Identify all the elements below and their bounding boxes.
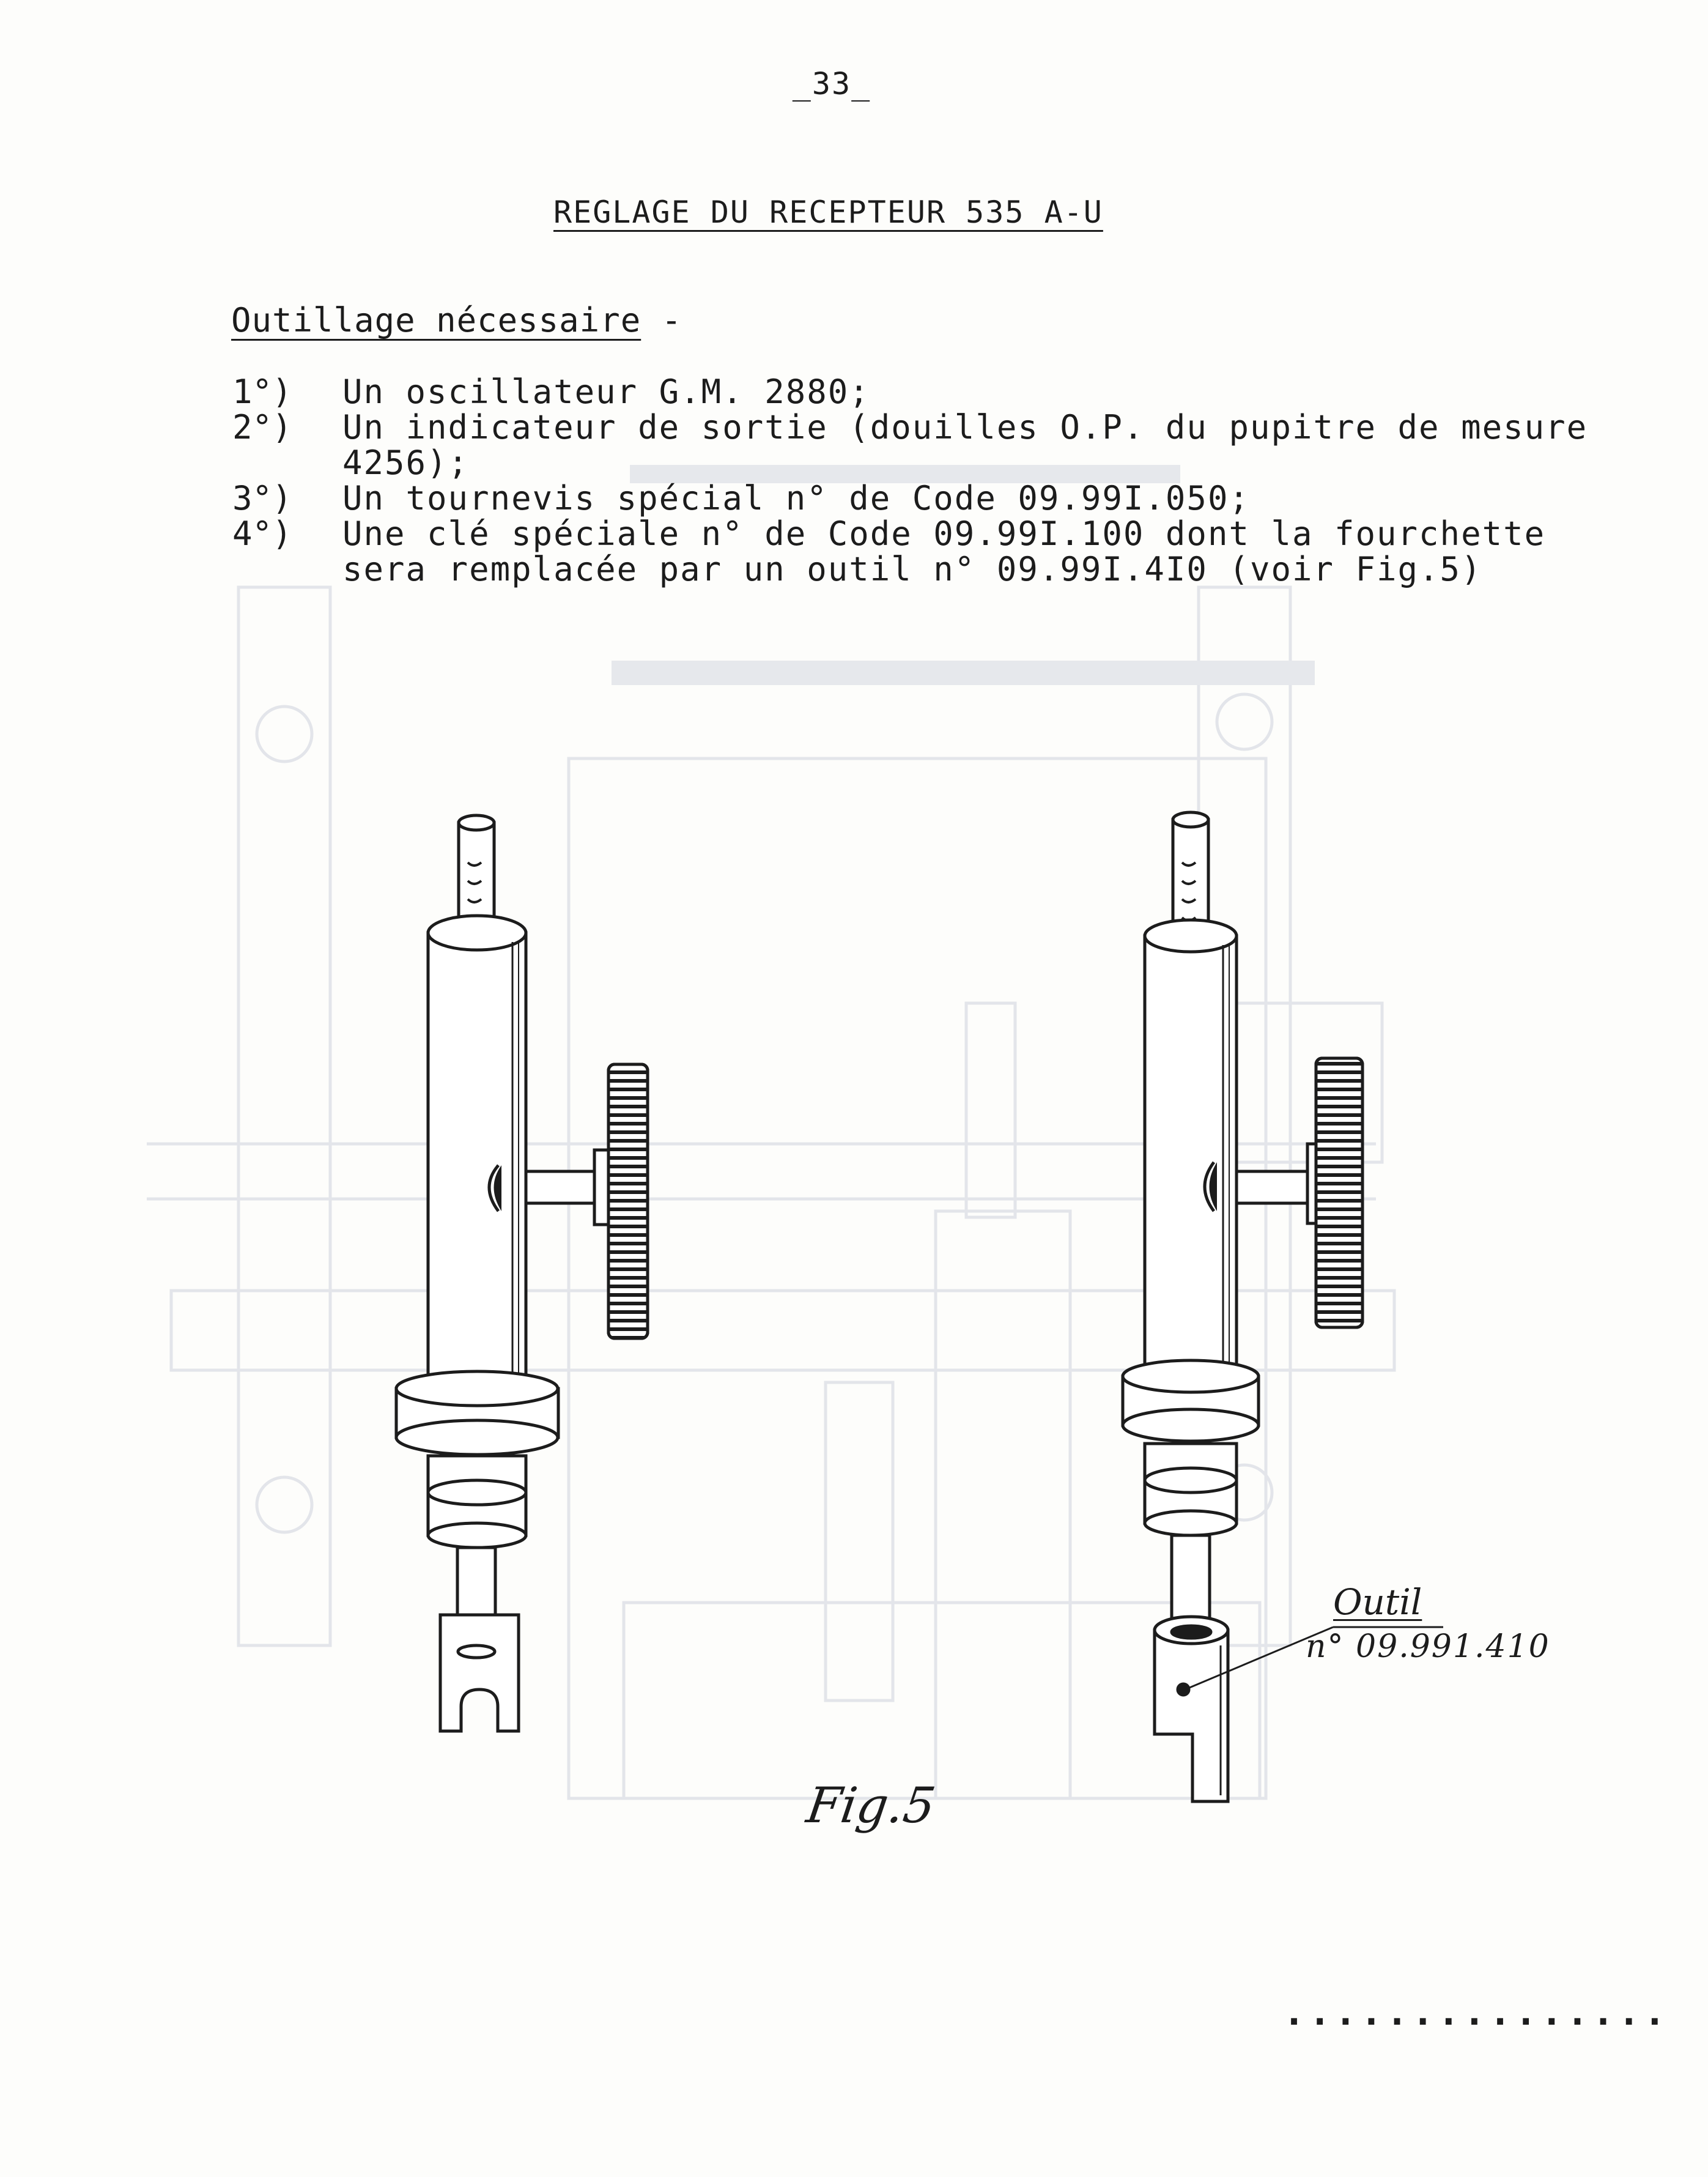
section-heading-text: Outillage nécessaire	[231, 301, 641, 339]
list-item-text: Un indicateur de sortie (douilles O.P. du pupitre de mesure 4256);	[342, 408, 1588, 482]
list-item-number: 3°)	[232, 479, 292, 517]
list-item-text: Une clé spéciale n° de Code 09.99I.100 dont la fourchette sera remplacée par un outil n° 09.99I.4I0 (voir Fig.5)	[342, 514, 1546, 588]
page-title: REGLAGE DU RECEPTEUR 535 A-U	[553, 195, 1103, 230]
continuation-dots: ...............	[1283, 1991, 1669, 2034]
tool-label: Outil	[1333, 1581, 1422, 1623]
section-heading-dash: -	[641, 301, 682, 339]
page-number: _33_	[792, 66, 871, 102]
list-item-number: 2°)	[232, 408, 292, 447]
list-item-number: 1°)	[232, 373, 292, 411]
special-key-drawing	[396, 815, 648, 1731]
tool-number: n° 09.991.410	[1306, 1628, 1550, 1665]
list-item-text: Un oscillateur G.M. 2880;	[342, 373, 870, 411]
list-item-number: 4°)	[232, 514, 292, 553]
figure-caption: Fig.5	[803, 1777, 939, 1834]
list-item-text: Un tournevis spécial n° de Code 09.99I.050;	[342, 479, 1250, 517]
